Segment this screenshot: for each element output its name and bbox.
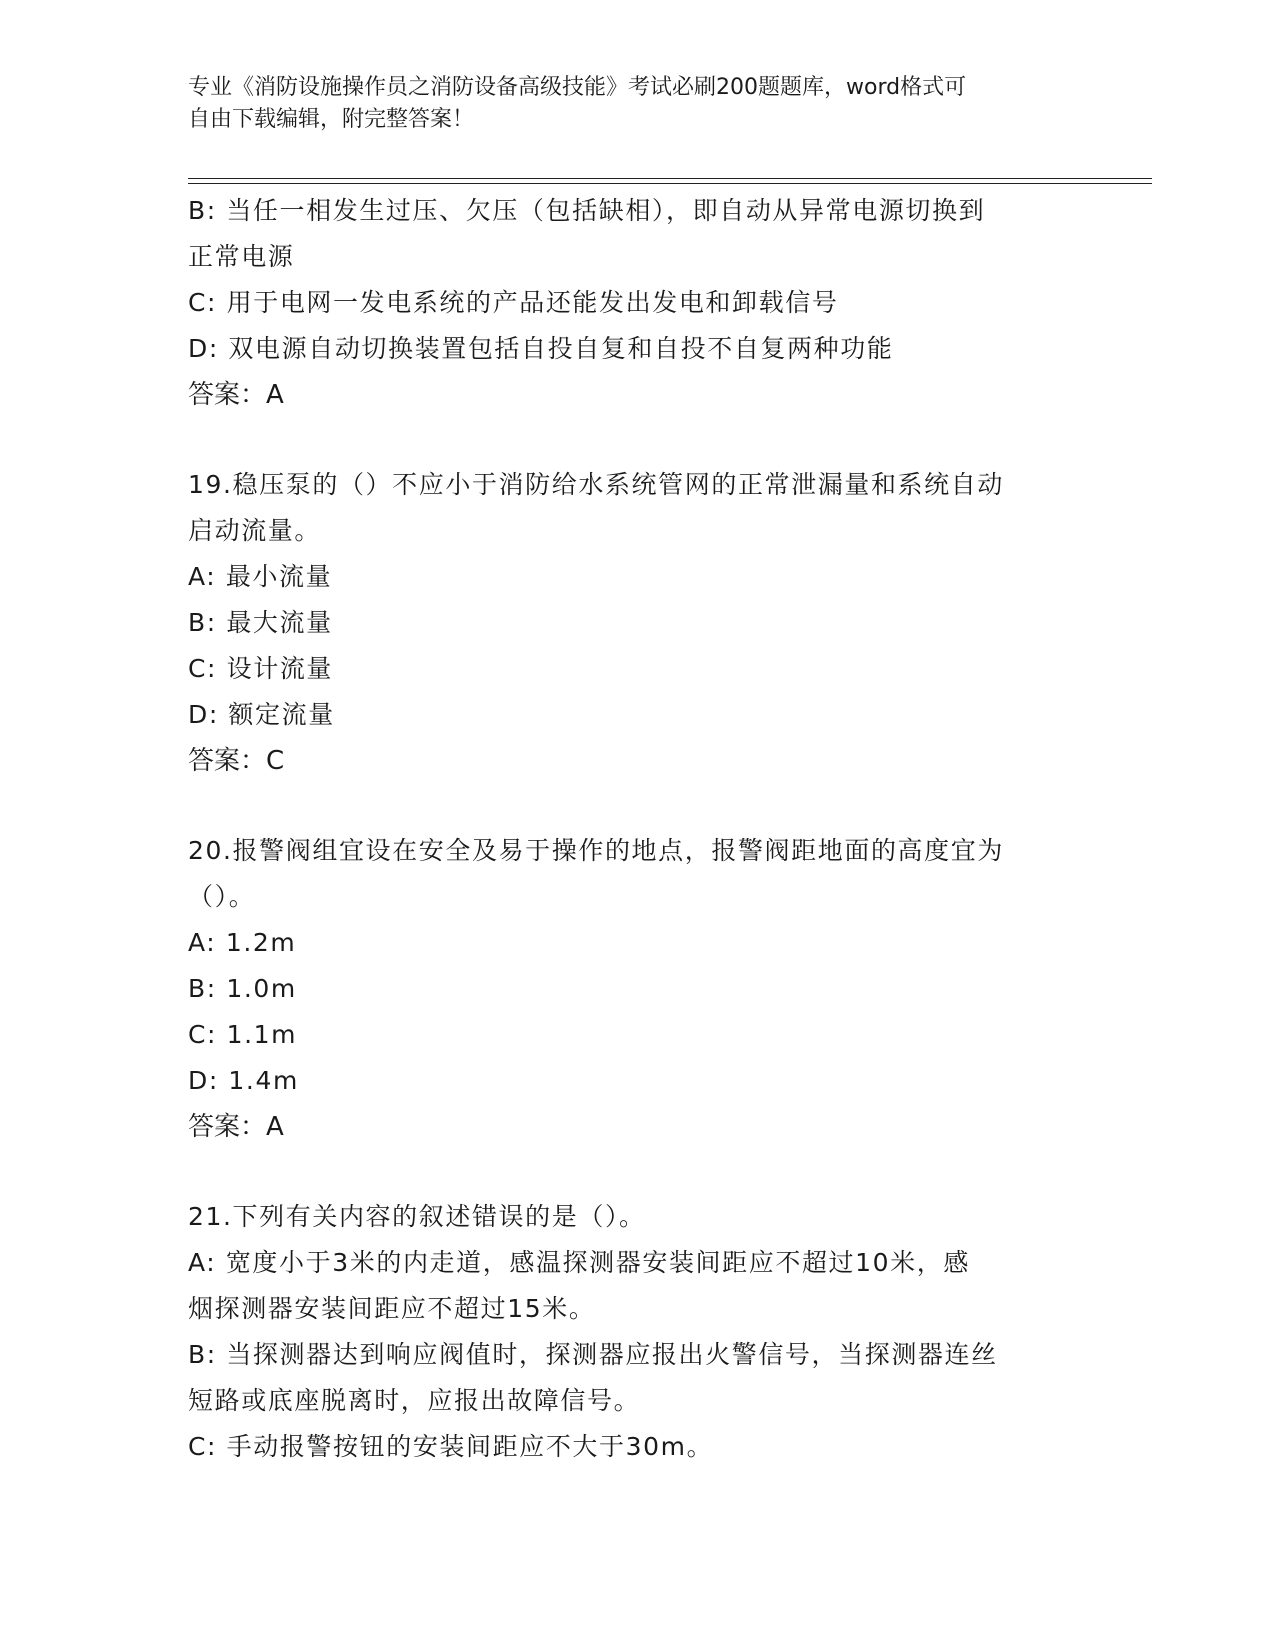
option-c: C: 1.1m [188,1020,298,1049]
question-19 [188,462,1088,784]
spacer [188,1150,1088,1194]
option-d: D: 双电源自动切换装置包括自投自复和自投不自复两种功能 [188,334,894,363]
option-b: B: 1.0m [188,974,297,1003]
question-20 [188,828,1088,1150]
option-c: C: 设计流量 [188,654,334,683]
question-stem-line-1: 20.报警阀组宜设在安全及易于操作的地点，报警阀距地面的高度宜为 [188,836,1004,865]
header-line-1: 专业《消防设施操作员之消防设备高级技能》考试必刷200题题库，word格式可 [188,75,967,100]
option-b-line-1: B: 当探测器达到响应阀值时，探测器应报出火警信号，当探测器连丝 [188,1340,998,1369]
question-18-continued [188,188,1088,418]
question-stem-line-2: （）。 [188,882,256,911]
option-a: A: 最小流量 [188,562,333,591]
option-b-line-2: 短路或底座脱离时，应报出故障信号。 [188,1386,641,1415]
header-divider-bottom [188,183,1152,184]
question-stem-line-1: 19.稳压泵的（）不应小于消防给水系统管网的正常泄漏量和系统自动 [188,470,1004,499]
option-a-line-2: 烟探测器安装间距应不超过15米。 [188,1294,596,1323]
header-line-2: 自由下载编辑，附完整答案！ [188,107,475,132]
answer: 答案：A [188,380,284,410]
option-a: A: 1.2m [188,928,297,957]
answer: 答案：C [188,746,285,776]
option-d: D: 1.4m [188,1066,299,1095]
option-b-line-1: B: 当任一相发生过压、欠压（包括缺相），即自动从异常电源切换到 [188,196,986,225]
answer: 答案：A [188,1112,284,1142]
option-b-line-2: 正常电源 [188,242,295,271]
spacer [188,418,1088,462]
option-a-line-1: A: 宽度小于3米的内走道，感温探测器安装间距应不超过10米，感 [188,1248,970,1277]
header-divider-top [188,178,1152,179]
question-stem-line-2: 启动流量。 [188,516,322,545]
option-b: B: 最大流量 [188,608,333,637]
spacer [188,784,1088,828]
question-stem: 21.下列有关内容的叙述错误的是（）。 [188,1202,646,1231]
option-d: D: 额定流量 [188,700,335,729]
option-c: C: 用于电网一发电系统的产品还能发出发电和卸载信号 [188,288,839,317]
question-21 [188,1194,1088,1470]
option-c: C: 手动报警按钮的安装间距应不大于30m。 [188,1432,714,1461]
document-header [188,72,1068,136]
document-body [188,188,1088,1470]
